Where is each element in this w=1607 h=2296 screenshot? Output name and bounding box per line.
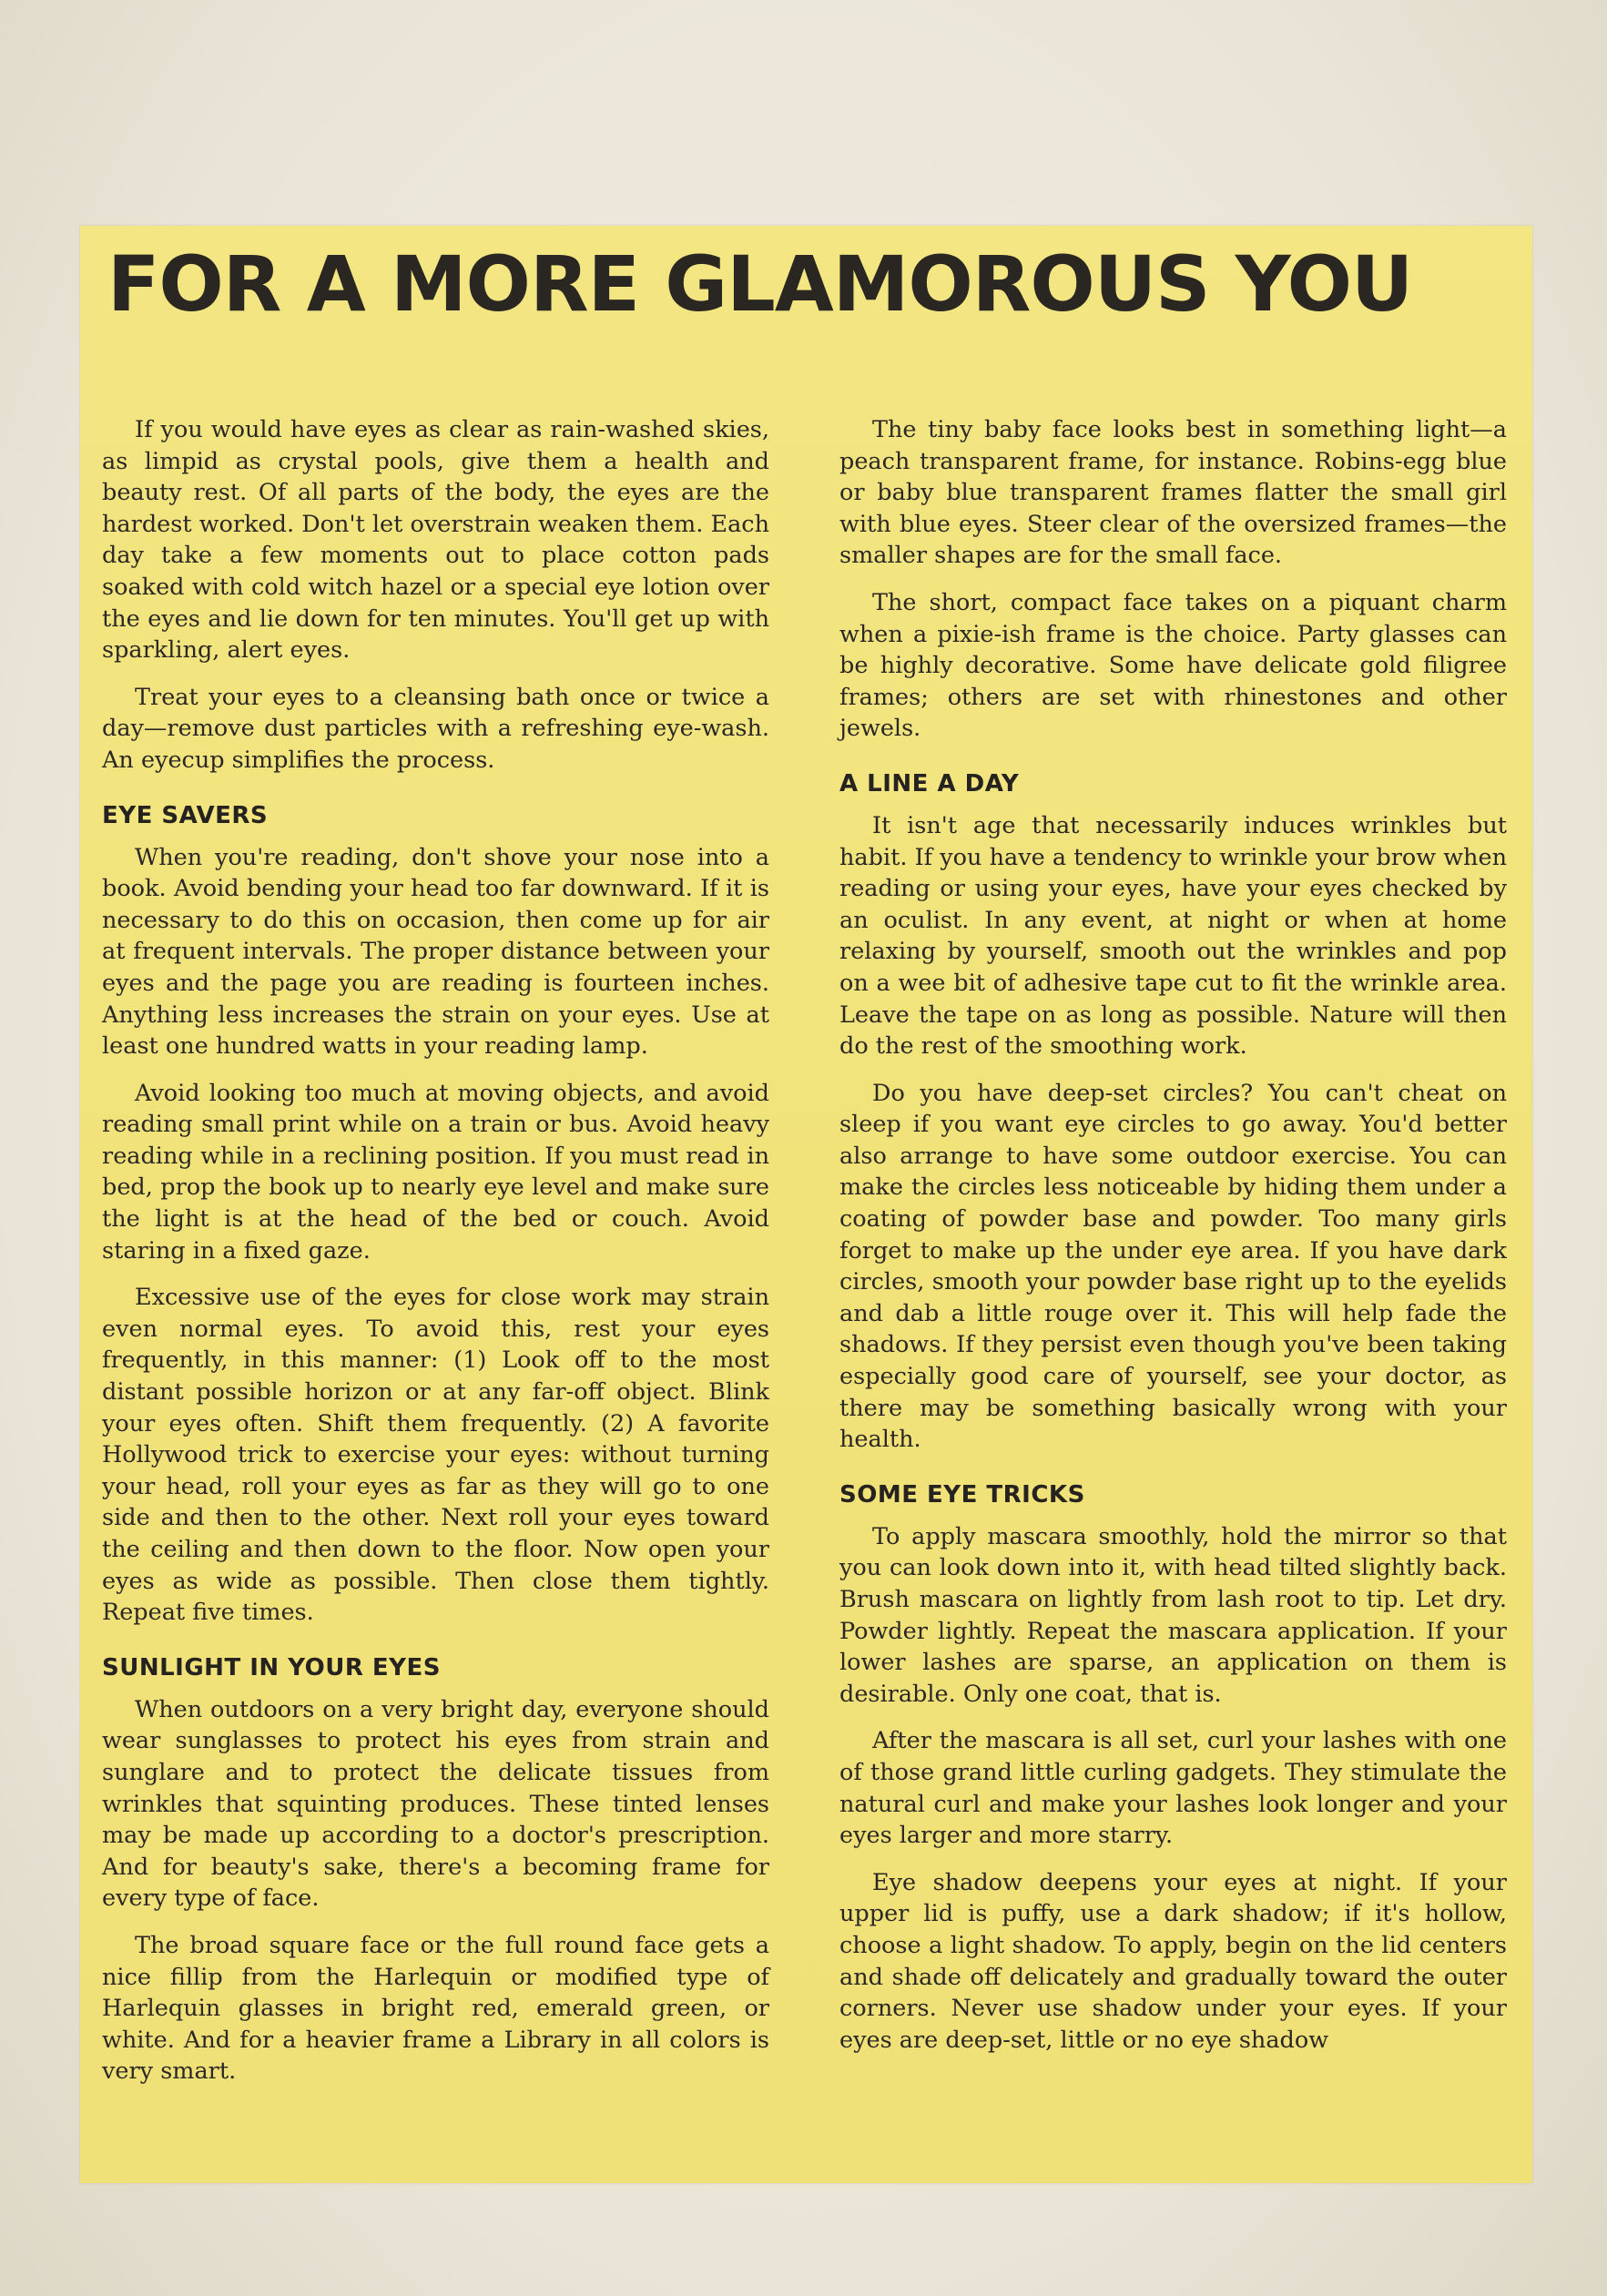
paragraph: When outdoors on a very bright day, everyone should wear sunglasses to protect his eyes from strain and sunglare and to protect the delicate tissues from wrinkles that squinting produces. These tinted lenses may be made up according to a doctor's prescription. And for beauty's sake, there's a becoming frame for every type of face. <box>102 1695 769 1913</box>
paragraph: The broad square face or the full round face gets a nice fillip from the Harlequin or modified type of Harlequin glasses in bright red, emerald green, or white. And for a heavier frame a Library in all colors is very smart. <box>102 1931 769 2086</box>
paragraph: To apply mascara smoothly, hold the mirror so that you can look down into it, with head tilted slightly back. Brush mascara on lightly from lash root to tip. Let dry. Powder lightly. Repeat the mascara application. If your lower lashes are sparse, an application on them is desirable. Only one coat, that is. <box>839 1522 1507 1708</box>
article-title: FOR A MORE GLAMOROUS YOU <box>107 239 1413 329</box>
section-heading-sunlight: SUNLIGHT IN YOUR EYES <box>102 1653 441 1681</box>
section-heading-eye-tricks: SOME EYE TRICKS <box>839 1480 1085 1509</box>
paragraph: The short, compact face takes on a piquant charm when a pixie-ish frame is the choice. Party glasses can be highly decorative. Some have delicate gold filigree frames; others are set with rhinestones and other jewels. <box>839 588 1507 743</box>
paragraph: It isn't age that necessarily induces wrinkles but habit. If you have a tendency to wrinkle your brow when reading or using your eyes, have your eyes checked by an oculist. In any event, at night or when at home relaxing by yourself, smooth out the wrinkles and pop on a wee bit of adhesive tape cut to fit the wrinkle area. Leave the tape on as long as possible. Nature will then do the rest of the smoothing work. <box>839 811 1507 1061</box>
section-heading-line-a-day: A LINE A DAY <box>839 769 1020 798</box>
right-column <box>839 414 1507 2071</box>
paragraph: Treat your eyes to a cleansing bath once or twice a day—remove dust particles with a refreshing eye-wash. An eyecup simplifies the process. <box>102 683 769 774</box>
paragraph: Eye shadow deepens your eyes at night. If your upper lid is puffy, use a dark shadow; if it's hollow, choose a light shadow. To apply, begin on the lid centers and shade off delicately and gradually toward the outer corners. Never use shadow under your eyes. If your eyes are deep-set, little or no eye shadow <box>839 1868 1507 2054</box>
paragraph: Do you have deep-set circles? You can't cheat on sleep if you want eye circles to go away. You'd better also arrange to have some outdoor exercise. You can make the circles less noticeable by hiding them under a coating of powder base and powder. Too many girls forget to make up the under eye area. If you have dark circles, smooth your powder base right up to the eyelids and dab a little rouge over it. This will help fade the shadows. If they persist even though you've been taking especially good care of yourself, see your doctor, as there may be something basically wrong with your health. <box>839 1079 1507 1454</box>
paragraph: When you're reading, don't shove your nose into a book. Avoid bending your head too far downward. If it is necessary to do this on occasion, then come up for air at frequent intervals. The proper distance between your eyes and the page you are reading is fourteen inches. Anything less increases the strain on your eyes. Use at least one hundred watts in your reading lamp. <box>102 843 769 1061</box>
left-column <box>102 414 769 2103</box>
paragraph: The tiny baby face looks best in something light—a peach transparent frame, for instance. Robins-egg blue or baby blue transparent frames flatter the small girl with blue eyes. Steer clear of the oversized frames—the smaller shapes are for the small face. <box>839 416 1507 570</box>
paragraph: After the mascara is all set, curl your lashes with one of those grand little curling gadgets. They stimulate the natural curl and make your lashes look longer and your eyes larger and more starry. <box>839 1727 1507 1850</box>
paragraph: If you would have eyes as clear as rain-washed skies, as limpid as crystal pools, give them a health and beauty rest. Of all parts of the body, the eyes are the hardest worked. Don't let overstrain weaken them. Each day take a few moments out to place cotton pads soaked with cold witch hazel or a special eye lotion over the eyes and lie down for ten minutes. You'll get up with sparkling, alert eyes. <box>102 416 769 665</box>
section-heading-eye-savers: EYE SAVERS <box>102 801 269 829</box>
paragraph: Excessive use of the eyes for close work may strain even normal eyes. To avoid this, rest your eyes frequently, in this manner: (1) Look off to the most distant possible horizon or at any far-off object. Blink your eyes often. Shift them frequently. (2) A favorite Hollywood trick to exercise your eyes: without turning your head, roll your eyes as far as they will go to one side and then to the other. Next roll your eyes toward the ceiling and then down to the floor. Now open your eyes as wide as possible. Then close them tightly. Repeat five times. <box>102 1284 769 1627</box>
paragraph: Avoid looking too much at moving objects, and avoid reading small print while on a train or bus. Avoid heavy reading while in a reclining position. If you must read in bed, prop the book up to nearly eye level and make sure the light is at the head of the bed or couch. Avoid staring in a fixed gaze. <box>102 1079 769 1265</box>
